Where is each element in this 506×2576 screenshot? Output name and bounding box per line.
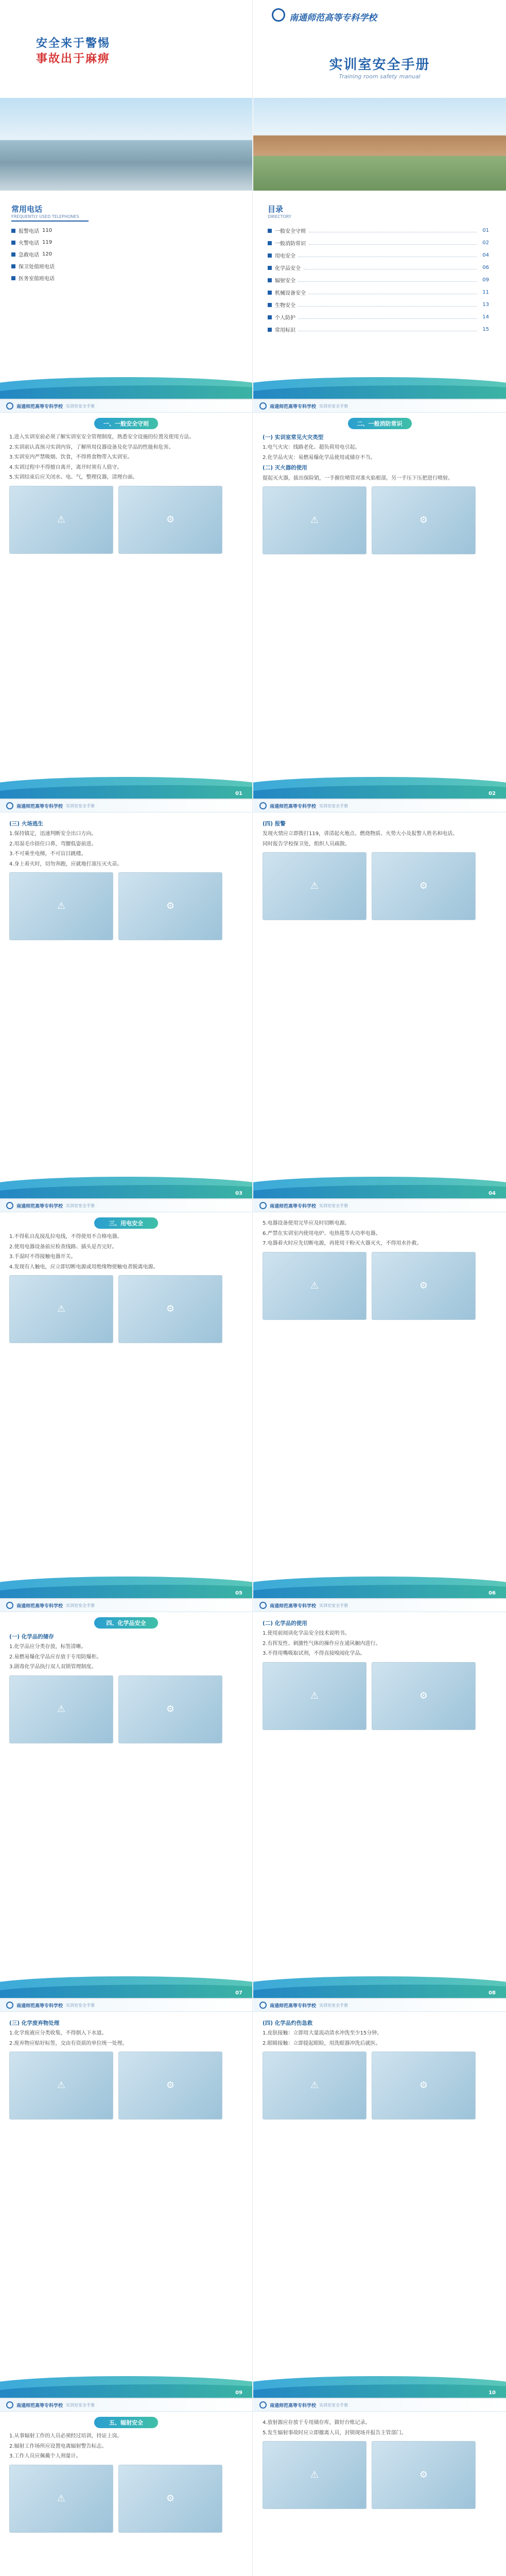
toc-label: 个人防护	[275, 315, 295, 321]
footer-wave	[253, 1970, 506, 1999]
phone-item: 医务室值班电话	[11, 274, 104, 282]
school-logo-icon	[259, 1202, 267, 1209]
school-logo-icon	[6, 1602, 13, 1609]
header-school: 南通师范高等专科学校	[270, 1603, 317, 1609]
illustration: ⚠	[9, 2465, 113, 2533]
cover-right-page	[253, 0, 506, 400]
paragraph: 1.皮肤接触：立即用大量流动清水冲洗至少15分钟。	[263, 2030, 382, 2037]
school-logo-icon	[259, 2002, 267, 2009]
header-school: 南通师范高等专科学校	[16, 1204, 63, 1209]
school-logo-icon	[259, 402, 267, 410]
toc-page: 11	[482, 290, 489, 295]
toc-leader	[299, 303, 477, 307]
illustration: ⚙	[372, 1252, 476, 1320]
phones-subtitle: FREQUENTLY USED TELEPHONES	[11, 214, 79, 219]
phone-item: 火警电话 119	[11, 239, 104, 246]
illustration: ⚙	[372, 1662, 476, 1730]
header-school: 南通师范高等专科学校	[16, 404, 63, 410]
header-school: 南通师范高等专科学校	[16, 1603, 63, 1609]
paragraph: 5.发生辐射事故时应立即撤离人员，封锁现场并报告主管部门。	[263, 2430, 407, 2436]
header-school: 南通师范高等专科学校	[270, 1204, 317, 1209]
cover-left-page	[0, 0, 253, 400]
header-school: 南通师范高等专科学校	[16, 2403, 63, 2409]
header-school: 南通师范高等专科学校	[270, 2003, 317, 2009]
toc-page: 13	[482, 302, 489, 308]
page-header	[253, 800, 506, 812]
illustration: ⚙	[372, 486, 476, 554]
paragraph: (二) 灭火器的使用	[263, 465, 307, 471]
content-spread	[0, 1599, 506, 1999]
page-number: 01	[235, 791, 242, 796]
content-page	[253, 1599, 506, 1999]
toc-page: 06	[482, 265, 489, 270]
toc-label: 用电安全	[275, 253, 295, 259]
cover-slogan	[36, 36, 110, 66]
page-number: 04	[488, 1191, 496, 1196]
illustration: ⚠	[263, 1252, 367, 1320]
header-school: 南通师范高等专科学校	[16, 2003, 63, 2009]
illustration: ⚙	[118, 2052, 222, 2120]
paragraph: 4.身上着火时，切勿奔跑，应就地打滚压灭火苗。	[9, 861, 123, 867]
page-header	[0, 800, 252, 812]
paragraph: 3.工作人员应佩戴个人剂量计。	[9, 2453, 81, 2459]
toc-item[interactable]	[268, 239, 489, 247]
paragraph: 提起灭火器，拔出保险销，一手握住喷管对准火焰根部，另一手压下压把进行喷射。	[263, 475, 453, 481]
footer-wave	[253, 1171, 506, 1199]
paragraph: 5.电器设备使用完毕应及时切断电源。	[263, 1221, 350, 1226]
footer-wave	[253, 371, 506, 400]
paragraph: 1.不得私自乱接乱拉电线，不得使用不合格电器。	[9, 1234, 123, 1240]
header-school: 南通师范高等专科学校	[16, 804, 63, 809]
page-body	[253, 1619, 506, 1730]
toc-page: 09	[482, 277, 489, 283]
section-banner: 四、化学品安全	[94, 1617, 158, 1629]
page-body	[0, 1633, 252, 1743]
paragraph: 2.使用电器设备前应检查线路、插头是否完好。	[9, 1244, 117, 1250]
illustration: ⚠	[9, 2052, 113, 2120]
toc-list	[268, 227, 489, 338]
illustration: ⚙	[118, 1275, 222, 1343]
school-logo-icon	[259, 1602, 267, 1609]
page-number: 02	[488, 791, 496, 796]
toc-label: 一般安全守则	[275, 229, 306, 234]
page-header	[253, 1599, 506, 1612]
illustration: ⚙	[118, 872, 222, 940]
paragraph: 1.电气火灾：线路老化、超负荷用电引起。	[263, 445, 360, 451]
illustration: ⚠	[9, 486, 113, 554]
header-subtitle: 实训室安全手册	[66, 1203, 95, 1208]
illustration: ⚠	[9, 1675, 113, 1743]
content-page	[0, 2399, 253, 2576]
paragraph: 2.眼睛接触：立即提起眼睑，用洗眼器冲洗后就医。	[263, 2040, 381, 2046]
paragraph: (一) 化学品的储存	[9, 1634, 54, 1640]
toc-leader	[309, 241, 477, 245]
paragraph: (二) 化学品的使用	[263, 1620, 307, 1626]
paragraph: 同时报告学校保卫处，组织人员疏散。	[263, 841, 350, 847]
illustration: ⚠	[9, 872, 113, 940]
paragraph: 2.废弃物应贴好标签，交由有资质的单位统一处理。	[9, 2040, 128, 2046]
page-body	[0, 433, 252, 554]
header-school: 南通师范高等专科学校	[270, 2403, 317, 2409]
illustration: ⚙	[118, 2465, 222, 2533]
paragraph: 1.进入实训室前必须了解实训室安全管理制度，熟悉安全设施的位置及使用方法。	[9, 434, 195, 440]
toc-page: 01	[482, 228, 489, 233]
footer-wave	[253, 1570, 506, 1599]
bullet-icon	[268, 315, 272, 319]
page-number: 08	[488, 1990, 496, 1996]
page-number: 05	[235, 1590, 242, 1596]
paragraph: 发现火情应立即拨打119，讲清起火地点、燃烧物质、火势大小及报警人姓名和电话。	[263, 831, 458, 837]
page-header	[253, 1199, 506, 1212]
page-body	[253, 433, 506, 554]
toc-label: 机械设备安全	[275, 291, 306, 296]
paragraph: 2.用湿毛巾捂住口鼻，弯腰低姿前进。	[9, 841, 97, 847]
paragraph: (三) 火场逃生	[9, 821, 43, 827]
paragraph: 5.实训结束后应关闭水、电、气，整理仪器，清理台面。	[9, 474, 138, 480]
paragraph: (四) 化学品灼伤急救	[263, 2020, 313, 2026]
toc-item[interactable]	[268, 289, 489, 296]
illustration: ⚠	[263, 486, 367, 554]
content-spread	[0, 1999, 506, 2399]
toc-item[interactable]	[268, 313, 489, 321]
toc-item[interactable]	[268, 276, 489, 284]
header-school: 南通师范高等专科学校	[270, 404, 317, 410]
page-body	[253, 1219, 506, 1320]
school-logo-icon	[6, 2401, 13, 2409]
paragraph: 3.实训室内严禁吸烟、饮食，不得将食物带入实训室。	[9, 454, 133, 460]
school-logo-icon	[6, 402, 13, 410]
paragraph: (一) 实训室常见火灾类型	[263, 434, 324, 440]
paragraph: 2.易燃易爆化学品应存放于专用防爆柜。	[9, 1654, 102, 1660]
toc-item[interactable]	[268, 301, 489, 309]
paragraph: 3.不可乘坐电梯，不可盲目跳楼。	[9, 851, 86, 857]
campus-photo	[0, 98, 253, 191]
page-header	[0, 1999, 252, 2012]
phone-item: 急救电话 120	[11, 250, 104, 258]
header-school: 南通师范高等专科学校	[270, 804, 317, 809]
school-logo-icon	[6, 2002, 13, 2009]
toc-leader	[309, 229, 477, 232]
page-header	[0, 1199, 252, 1212]
school-logo-icon	[272, 8, 285, 22]
section-banner: 一、一般安全守则	[94, 418, 158, 429]
paragraph: 1.使用前阅读化学品安全技术说明书。	[263, 1631, 350, 1637]
school-logo-icon	[259, 802, 267, 809]
footer-wave	[0, 371, 253, 400]
toc-label: 辐射安全	[275, 278, 295, 284]
page-body	[253, 2019, 506, 2120]
content-page	[253, 1199, 506, 1599]
toc-page: 14	[482, 314, 489, 320]
header-subtitle: 实训室安全手册	[319, 1603, 348, 1608]
page-body	[0, 2432, 252, 2533]
toc-page: 15	[482, 327, 489, 332]
content-page	[253, 1999, 506, 2399]
footer-wave	[253, 771, 506, 800]
toc-page: 04	[482, 252, 489, 258]
footer-wave	[0, 1970, 253, 1999]
header-subtitle: 实训室安全手册	[66, 2003, 95, 2008]
school-logo-icon	[6, 802, 13, 809]
paragraph: 2.辐射工作场所应设置电离辐射警告标志。	[9, 2443, 107, 2449]
content-page	[253, 400, 506, 800]
paragraph: 2.有挥发性、刺激性气体的操作应在通风橱内进行。	[263, 1640, 381, 1647]
content-page	[0, 1199, 253, 1599]
school-logo-icon	[6, 1202, 13, 1209]
paragraph: (三) 化学废弃物处理	[9, 2020, 60, 2026]
manual-title: 实训室安全手册	[329, 57, 430, 73]
toc-leader	[299, 315, 477, 319]
illustration: ⚠	[263, 1662, 367, 1730]
building-photo	[253, 98, 506, 191]
cover-spread	[0, 0, 506, 400]
paragraph: 3.手湿时不得接触电器开关。	[9, 1254, 76, 1260]
page-body	[0, 2019, 252, 2120]
footer-wave	[0, 2370, 253, 2399]
toc-title: 目录	[268, 205, 284, 214]
paragraph: 4.放射源应存放于专用储存库，做好台账记录。	[263, 2420, 371, 2426]
toc-leader	[304, 266, 477, 269]
page-number: 07	[235, 1990, 242, 1996]
page-header	[253, 1999, 506, 2012]
toc-leader	[299, 328, 477, 331]
page-number: 03	[235, 1191, 242, 1196]
page-header	[0, 400, 252, 413]
page-number: 10	[488, 2390, 496, 2396]
header-subtitle: 实训室安全手册	[319, 1203, 348, 1208]
footer-wave	[0, 771, 253, 800]
toc-item[interactable]	[268, 251, 489, 259]
phone-list	[11, 227, 104, 286]
bullet-icon	[268, 303, 272, 307]
toc-leader	[299, 253, 477, 257]
footer-wave	[0, 1570, 253, 1599]
content-spread	[0, 800, 506, 1199]
illustration: ⚙	[118, 486, 222, 554]
page-number: 09	[235, 2390, 242, 2396]
content-spread	[0, 400, 506, 800]
paragraph: 3.不得用嘴吸取试剂，不得直接嗅闻化学品。	[263, 1651, 365, 1657]
toc-label: 生物安全	[275, 303, 295, 309]
section-banner: 五、辐射安全	[94, 2417, 158, 2428]
page-header	[253, 2399, 506, 2412]
toc-page: 02	[482, 240, 489, 246]
bullet-icon	[268, 253, 272, 258]
page-header	[253, 400, 506, 413]
phone-item: 保卫处值班电话	[11, 262, 104, 270]
paragraph: 4.发现有人触电，应立即切断电源或用绝缘物使触电者脱离电源。	[9, 1264, 159, 1270]
toc-label: 化学品安全	[275, 266, 301, 272]
phone-item: 报警电话 110	[11, 227, 104, 234]
header-subtitle: 实训室安全手册	[319, 2402, 348, 2408]
illustration: ⚠	[263, 2441, 367, 2509]
paragraph: 4.实训过程中不得擅自离开，离开时须有人值守。	[9, 464, 123, 470]
bullet-icon	[268, 266, 272, 270]
content-spread	[0, 1199, 506, 1599]
illustration: ⚠	[263, 852, 367, 920]
illustration: ⚠	[263, 2052, 367, 2120]
illustration: ⚙	[372, 2441, 476, 2509]
bullet-icon	[268, 328, 272, 332]
paragraph: 1.化学废液应分类收集，不得倒入下水道。	[9, 2030, 107, 2037]
illustration: ⚠	[9, 1275, 113, 1343]
page-body	[253, 820, 506, 920]
page-body	[253, 2419, 506, 2509]
paragraph: 1.化学品应分类存放，标签清晰。	[9, 1644, 86, 1650]
page-header	[0, 2399, 252, 2412]
header-subtitle: 实训室安全手册	[66, 2402, 95, 2408]
footer-wave	[0, 1171, 253, 1199]
page-body	[0, 1233, 252, 1343]
toc-leader	[299, 278, 477, 282]
manual-subtitle: Training room safety manual	[339, 73, 421, 80]
toc-item[interactable]	[268, 227, 489, 234]
illustration: ⚙	[118, 1675, 222, 1743]
school-logo-icon	[259, 2401, 267, 2409]
toc-item[interactable]	[268, 326, 489, 333]
header-subtitle: 实训室安全手册	[66, 1603, 95, 1608]
slogan-line-1: 安全来于警惕	[36, 37, 111, 50]
page-body	[0, 820, 252, 940]
content-page	[0, 1599, 253, 1999]
paragraph: (四) 报警	[263, 821, 286, 827]
content-page	[0, 800, 253, 1199]
toc-label: 一般消防常识	[275, 241, 306, 247]
content-page	[253, 800, 506, 1199]
illustration: ⚙	[372, 852, 476, 920]
paragraph: 7.电器着火时应先切断电源，再使用干粉灭火器灭火，不得用水扑救。	[263, 1241, 422, 1246]
header-subtitle: 实训室安全手册	[319, 2003, 348, 2008]
header-subtitle: 实训室安全手册	[319, 403, 348, 409]
slogan-line-2: 事故出于麻痹	[36, 52, 111, 65]
school-name: 南通师范高等专科学校	[289, 13, 377, 23]
page-header	[0, 1599, 252, 1612]
page-number: 06	[488, 1590, 496, 1596]
bullet-icon	[268, 229, 272, 233]
bullet-icon	[268, 278, 272, 282]
header-subtitle: 实训室安全手册	[66, 403, 95, 409]
toc-label: 常用标识	[275, 328, 295, 333]
divider	[11, 221, 89, 222]
content-page	[0, 1999, 253, 2399]
bullet-icon	[268, 241, 272, 245]
phones-title: 常用电话	[11, 205, 43, 214]
paragraph: 1.从事辐射工作的人员必须经过培训，持证上岗。	[9, 2433, 123, 2439]
paragraph: 2.化学品火灾：易燃易爆化学品使用或储存不当。	[263, 454, 376, 461]
footer-wave	[253, 2370, 506, 2399]
header-subtitle: 实训室安全手册	[66, 803, 95, 808]
paragraph: 1.保持镇定，迅速判断安全出口方向。	[9, 831, 97, 837]
paragraph: 6.严禁在实训室内使用电炉、电热毯等大功率电器。	[263, 1230, 381, 1236]
paragraph: 2.实训前认真预习实训内容，了解所用仪器设备及化学品的性能和危害。	[9, 444, 174, 450]
header-subtitle: 实训室安全手册	[319, 803, 348, 808]
content-page	[253, 2399, 506, 2576]
content-spread	[0, 2399, 506, 2576]
bullet-icon	[268, 291, 272, 295]
toc-subtitle: DIRECTORY	[268, 214, 291, 219]
illustration: ⚙	[372, 2052, 476, 2120]
toc-leader	[309, 291, 477, 294]
toc-item[interactable]	[268, 264, 489, 272]
section-banner: 二、一般消防常识	[348, 418, 412, 429]
content-page	[0, 400, 253, 800]
paragraph: 3.剧毒化学品执行双人双锁管理制度。	[9, 1664, 97, 1670]
section-banner: 三、用电安全	[94, 1217, 158, 1229]
